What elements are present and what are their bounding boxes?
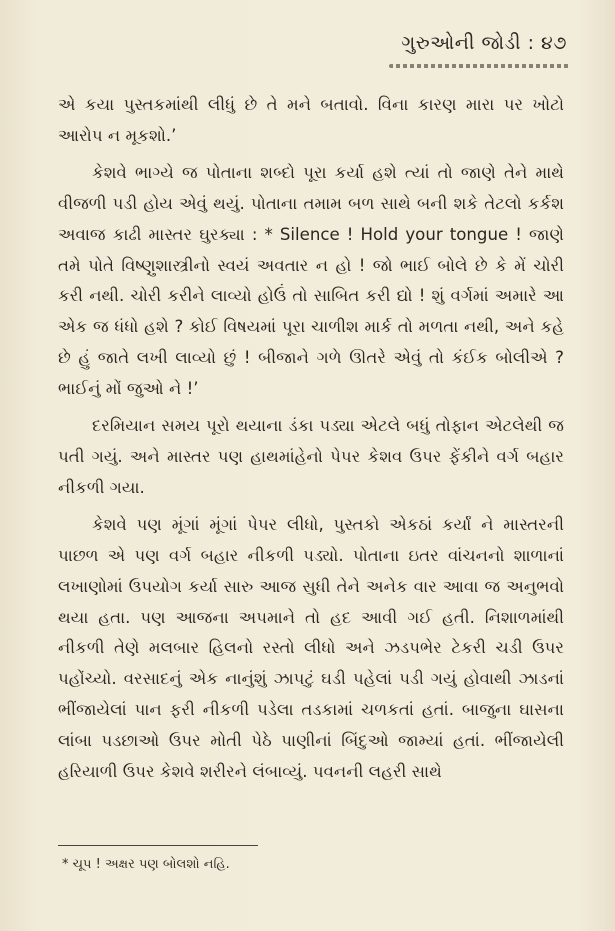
page-body <box>58 90 564 788</box>
footnote-divider <box>58 845 258 846</box>
paragraph: કેશવે ભાગ્યે જ પોતાના શબ્દો પૂરા કર્યા હશે ત્યાં તો જાણે તેને માથે વીજળી પડી હોય એવું થયું. પોતાના તમામ બળ સાથે બની શકે તેટલો કર્કશ અવાજ કાઢી માસ્તર ઘુરક્યા : * Silence ! Hold your tongue ! જાણે તમે પોતે વિષ્ણુશાસ્ત્રીનો સ્વયં અવતાર ન હો ! જો ભાઈ બોલે છે કે મેં ચોરી કરી નથી. ચોરી કરીને લાવ્યો હોઉં તો સાબિત કરી દ્યો ! શું વર્ગમાં અમારે આ એક જ ધંધો હશે ? કોઈ વિષયમાં પૂરા ચાળીશ માર્ક તો મળતા નથી, અને કહે છે હું જાતે લખી લાવ્યો છું ! બીજાને ગળે ઊતરે એવું તો કંઈક બોલીએ ? ભાઈનું મોં જુઓ ને !’ <box>58 162 564 399</box>
header-ornamental-rule <box>389 64 569 68</box>
running-header: ગુરુઓની જોડી : ૪૭ <box>401 32 567 54</box>
paragraph: કેશવે પણ મૂંગાં મૂંગાં પેપર લીધો, પુસ્તકો એકઠાં કર્યાં ને માસ્તરની પાછળ એ પણ વર્ગ બહાર નીકળી પડ્યો. પોતાના ઇતર વાંચનનો શાળાનાં લખાણોમાં ઉપયોગ કર્યા સારુ આજ સુધી તેને અનેક વાર આવા જ અનુભવો થયા હતા. પણ આજના અપમાને તો હદ આવી ગઈ હતી. નિશાળમાંથી નીકળી તેણે મલબાર હિલનો રસ્તો લીધો અને ઝડપભેર ટેકરી ચડી ઉપર પહોંચ્યો. વરસાદનું એક નાનુંશું ઝાપટું ઘડી પહેલાં પડી ગયું હોવાથી ઝાડનાં ભીંજાયેલાં પાન ફરી નીકળી પડેલા તડકામાં ચળકતાં હતાં. બાજુના ઘાસના લાંબા પડછાઓ ઉપર મોતી પેઠે પાણીનાં બિંદુઓ જામ્યાં હતાં. ભીંજાયેલી હરિયાળી ઉપર કેશવે શરીરને લંબાવ્યું. પવનની લહરી સાથે <box>58 514 564 782</box>
footnote: * ચૂપ ! અક્ષર પણ બોલશો નહિ. <box>62 857 230 872</box>
paragraph: દરમિયાન સમય પૂરો થયાના ડંકા પડ્યા એટલે બધું તોફાન એટલેથી જ પતી ગયું. અને માસ્તર પણ હાથમાંહેનો પેપર કેશવ ઉપર ફેંકીને વર્ગ બહાર નીકળી ગયા. <box>58 416 564 497</box>
paragraph: એ કયા પુસ્તકમાંથી લીધું છે તે મને બતાવો. વિના કારણ મારા પર ખોટો આરોપ ન મૂકશો.’ <box>58 95 564 145</box>
